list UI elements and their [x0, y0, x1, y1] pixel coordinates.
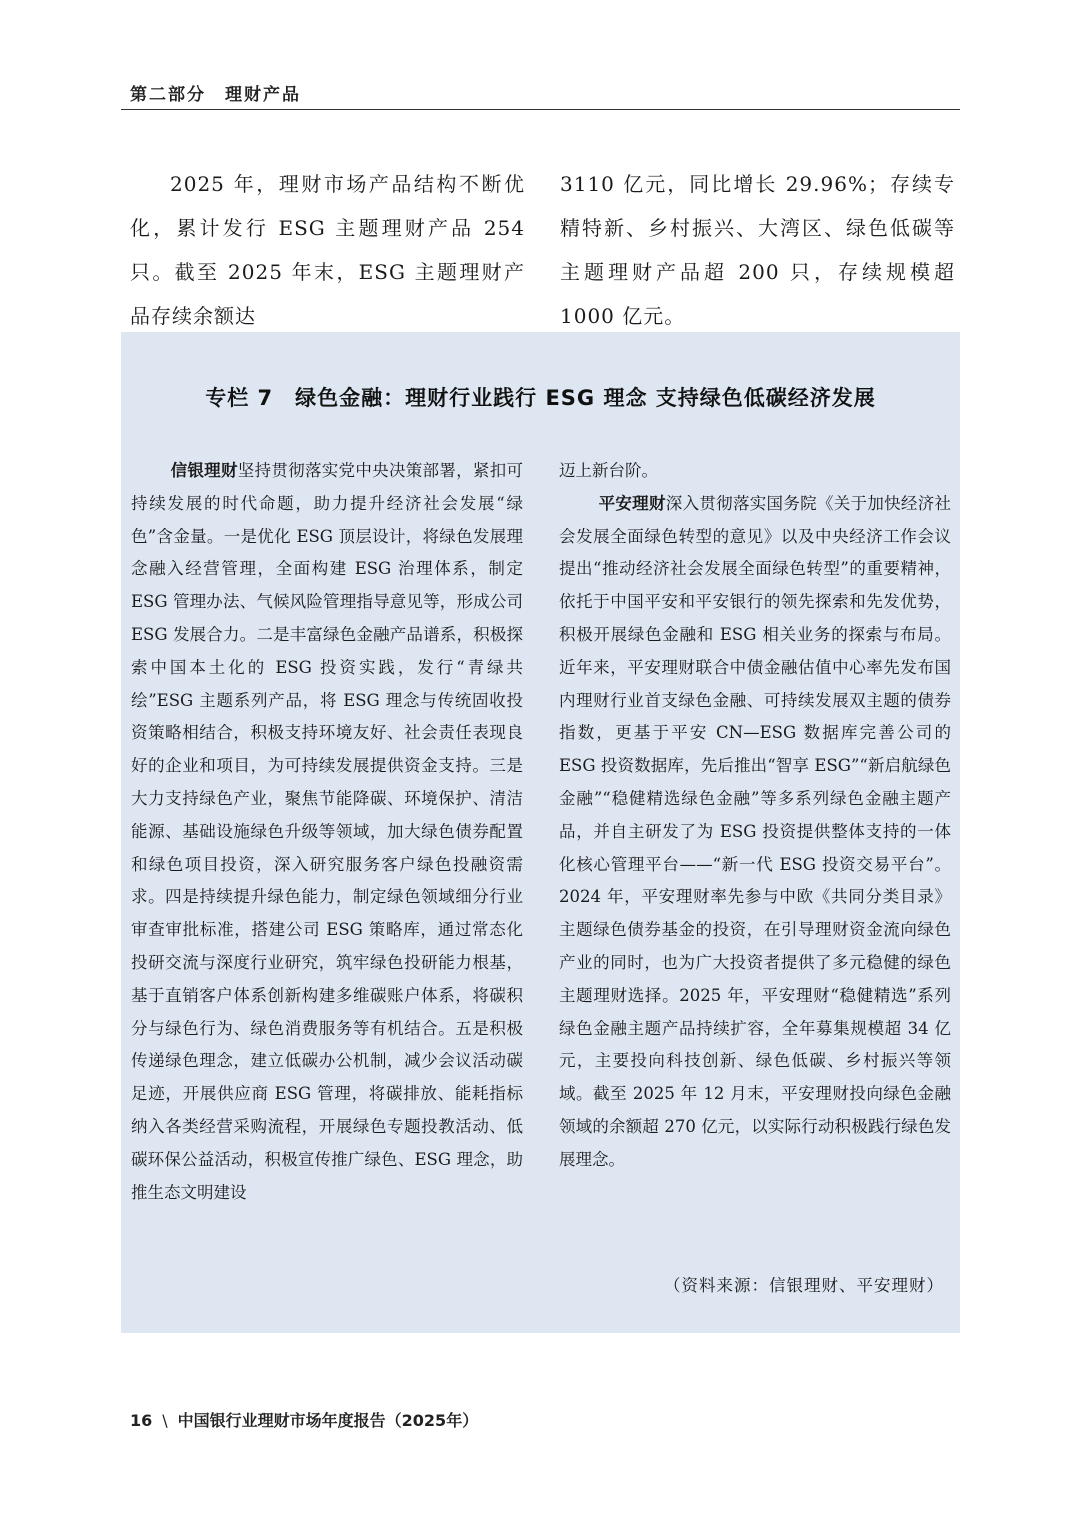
column-title: 专栏 7 绿色金融：理财行业践行 ESG 理念 支持绿色低碳经济发展: [205, 386, 876, 410]
page-footer: [130, 1408, 478, 1431]
xinyin-paragraph-continued: 迈上新台阶。: [559, 461, 658, 480]
pingan-lead: 平安理财: [598, 493, 666, 513]
page-number: 16: [130, 1411, 153, 1430]
xinyin-text: 坚持贯彻落实党中央决策部署，紧扣可持续发展的时代命题，助力提升经济社会发展“绿色”含金量。一是优化 ESG 顶层设计，将绿色发展理念融入经营管理，全面构建 ESG 治理体系，制定 ESG 管理办法、气候风险管理指导意见等，形成公司 ESG 发展合力。二是丰富绿色金融产品谱系，积极探索中国本土化的 ESG 投资实践，发行“青绿共绘”ESG 主题系列产品，将 ESG 理念与传统固收投资策略相结合，积极支持环境友好、社会责任表现良好的企业和项目，为可持续发展提供资金支持。三是大力支持绿色产业，聚焦节能降碳、环境保护、清洁能源、基础设施绿色升级等领域，加大绿色债券配置和绿色项目投资，深入研究服务客户绿色投融资需求。四是持续提升绿色能力，制定绿色领域细分行业审查审批标准，搭建公司 ESG 策略库，通过常态化投研交流与深度行业研究，筑牢绿色投研能力根基，基于直销客户体系创新构建多维碳账户体系，将碳积分与绿色行为、绿色消费服务等有机结合。五是积极传递绿色理念，建立低碳办公机制，减少会议活动碳足迹，开展供应商 ESG 管理，将碳排放、能耗指标纳入各类经营采购流程，开展绿色专题投教活动、低碳环保公益活动，积极宣传推广绿色、ESG 理念，助推生态文明建设: [131, 461, 524, 1202]
xinyin-paragraph: [131, 455, 523, 1209]
xinyin-lead: 信银理财: [170, 461, 238, 480]
section-header: 第二部分 理财产品: [130, 85, 301, 105]
source-note: （资料来源：信银理财、平安理财）: [664, 1276, 944, 1295]
footer-separator: \: [162, 1411, 168, 1430]
column-text-left: [131, 455, 523, 1209]
intro-paragraph-right: 3110 亿元，同比增长 29.96%；存续专精特新、乡村振兴、大湾区、绿色低碳等主题理财产品超 200 只，存续规模超 1000 亿元。: [560, 172, 955, 328]
pingan-text: 深入贯彻落实国务院《关于加快经济社会发展全面绿色转型的意见》以及中央经济工作会议提出“推动经济社会发展全面绿色转型”的重要精神，依托于中国平安和平安银行的领先探索和先发优势，积极开展绿色金融和 ESG 相关业务的探索与布局。近年来，平安理财联合中债金融估值中心率先发布国内理财行业首支绿色金融、可持续发展双主题的债券指数，更基于平安 CN—ESG 数据库完善公司的 ESG 投资数据库，先后推出“智享 ESG”“新启航绿色金融”“稳健精选绿色金融”等多系列绿色金融主题产品，并自主研发了为 ESG 投资提供整体支持的一体化核心管理平台——“新一代 ESG 投资交易平台”。2024 年，平安理财率先参与中欧《共同分类目录》主题绿色债券基金的投资，在引导理财资金流向绿色产业的同时，也为广大投资者提供了多元稳健的绿色主题理财选择。2025 年，平安理财“稳健精选”系列绿色金融主题产品持续扩容，全年募集规模超 34 亿元，主要投向科技创新、绿色低碳、乡村振兴等领域。截至 2025 年 12 月末，平安理财投向绿色金融领域的余额超 270 亿元，以实际行动积极践行绿色发展理念。: [559, 493, 952, 1169]
header-divider: [121, 109, 960, 110]
column-text-right: [559, 455, 951, 1177]
report-title: 中国银行业理财市场年度报告（2025年）: [177, 1411, 479, 1430]
intro-paragraph-left: 2025 年，理财市场产品结构不断优化，累计发行 ESG 主题理财产品 254 只。截至 2025 年末，ESG 主题理财产品存续余额达: [130, 172, 525, 328]
feature-column-box: [121, 332, 960, 1333]
pingan-paragraph: [559, 488, 951, 1177]
